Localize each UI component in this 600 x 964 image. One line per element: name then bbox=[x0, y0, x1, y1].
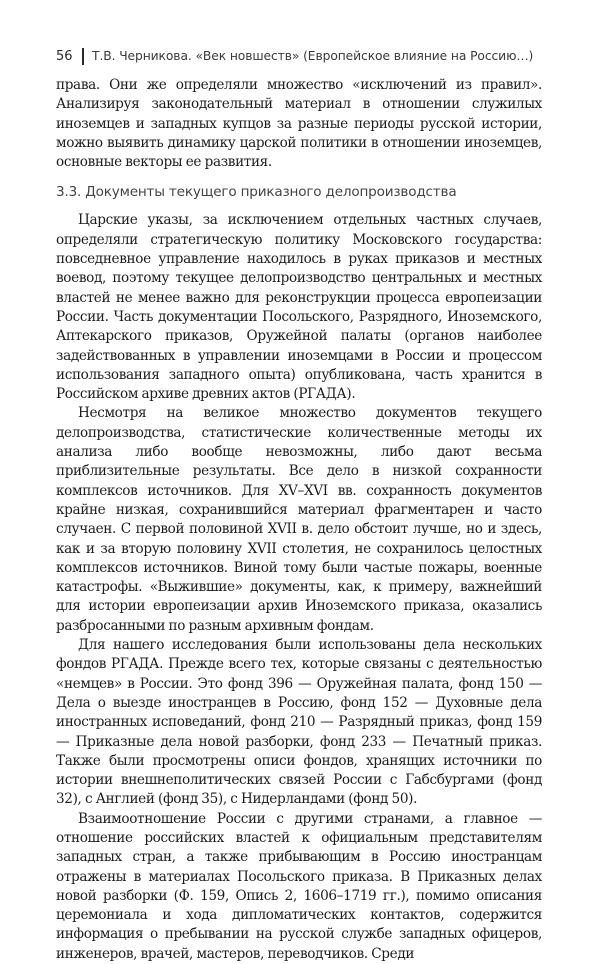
paragraph-1: Царские указы, за исключением отдельных частных случаев, определяли стратегическую политику Московского государства: повседневное управление находилось в руках приказов и местных воевод, поэтому текущее делопроизводство центральных и местных властей не менее важно для реконструкции процесса европеизации России. Часть документации Посольского, Разрядного, Иноземского, Аптекарского приказов, Оружейной палаты (органов наиболее задействованных в управлении иноземцами в России и процессом использования западного опыта) опубликована, часть хранится в Российском архиве древних актов (РГАДА). bbox=[56, 212, 542, 403]
section-heading: 3.3. Документы текущего приказного делопроизводства bbox=[56, 184, 457, 201]
page-body bbox=[56, 76, 542, 964]
paragraph-4: Взаимоотношение России с другими странами, а главное — отношение российских властей к официальным представителям западных стран, а также прибывающим в Россию иностранцам отражены в материалах Посольского приказа. В Приказных делах новой разборки (Ф. 159, Опись 2, 1606–1719 гг.), помимо описания церемониала и хода дипломатических контактов, содержится информация о пребывании на русской службе западных офицеров, инженеров, врачей, мастеров, переводчиков. Среди bbox=[56, 810, 542, 962]
running-header bbox=[56, 45, 556, 67]
paragraph-2: Несмотря на великое множество документов текущего делопроизводства, статистические количественные методы их анализа либо вообще невозможны, либо дают весьма приблизительные результаты. Все дело в низкой сохранности комплексов источников. Для XV–XVI вв. сохранность документов крайне низкая, сохранившийся материал фрагментарен и часто случаен. С первой половиной XVII в. дело обстоит лучше, но и здесь, как и за вторую половину XVII столетия, не сохранилось целостных комплексов источников. Виной тому были частые пожары, военные катастрофы. «Выжившие» документы, как, к примеру, важнейший для истории европеизации архив Иноземского приказа, оказались разбросанными по разным архивным фондам. bbox=[56, 405, 542, 634]
page-number: 56 bbox=[56, 48, 73, 64]
running-title: Т.В. Черникова. «Век новшеств» (Европейское влияние на Россию…) bbox=[92, 49, 534, 63]
opening-paragraph: права. Они же определяли множество «исключений из правил». Анализируя законодательный материал в отношении служилых иноземцев и западных купцов за разные периоды русской истории, можно выявить динамику царской политики в отношении иноземцев, основные векторы ее развития. bbox=[56, 77, 542, 171]
header-divider bbox=[82, 48, 85, 65]
paragraph-3: Для нашего исследования были использованы дела нескольких фондов РГАДА. Прежде всего тех, которые связаны с деятельностью «немцев» в России. Это фонд 396 — Оружейная палата, фонд 150 — Дела о выезде иностранцев в Россию, фонд 152 — Духовные дела иностранных исповеданий, фонд 210 — Разрядный приказ, фонд 159 — Приказные дела новой разборки, фонд 233 — Печатный приказ. Также были просмотрены описи фондов, хранящих источники по истории внешнеполитических связей России с Габсбургами (фонд 32), с Англией (фонд 35), с Нидерландами (фонд 50). bbox=[56, 637, 542, 808]
